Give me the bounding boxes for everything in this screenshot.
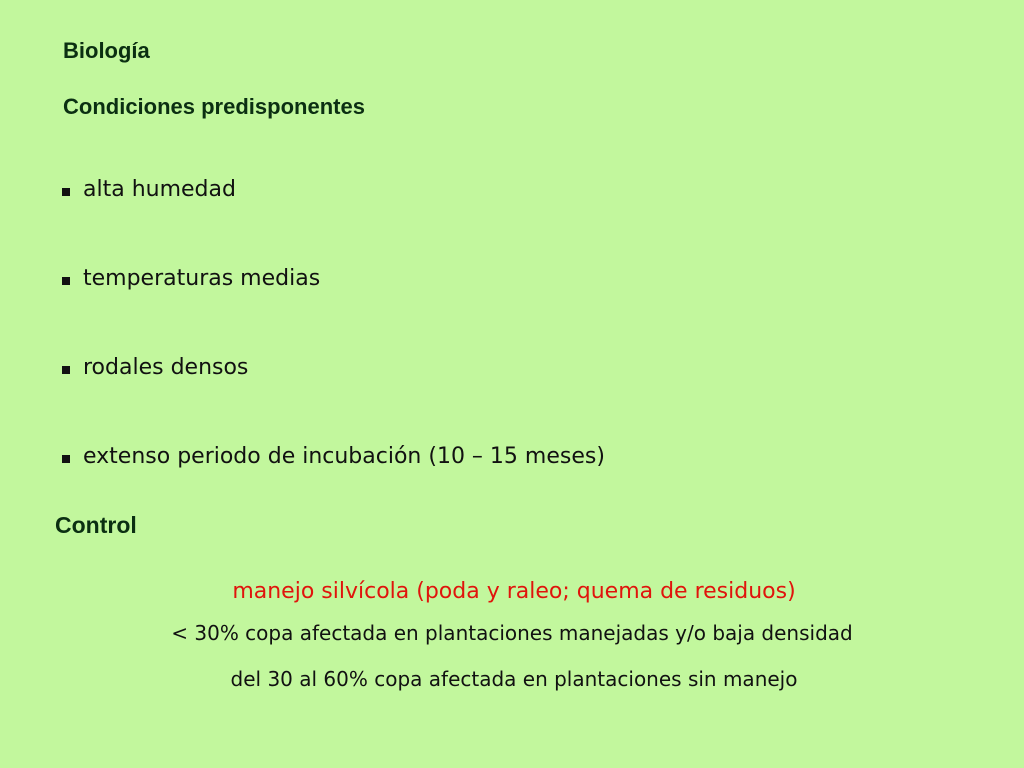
- square-bullet-icon: [62, 455, 70, 463]
- control-threshold-unmanaged: del 30 al 60% copa afectada en plantaciones sin manejo: [230, 667, 798, 691]
- square-bullet-icon: [62, 188, 70, 196]
- list-item-text: temperaturas medias: [83, 266, 321, 291]
- list-item: [62, 355, 605, 444]
- section-title-control: Control: [55, 512, 137, 538]
- section-subtitle-condiciones: Condiciones predisponentes: [63, 94, 365, 119]
- list-item-text: alta humedad: [83, 177, 236, 202]
- list-item-text: extenso periodo de incubación (10 – 15 meses): [83, 444, 605, 469]
- list-item: [62, 177, 605, 266]
- predisposing-conditions-list: [62, 177, 605, 533]
- square-bullet-icon: [62, 277, 70, 285]
- list-item: [62, 266, 605, 355]
- list-item: [62, 444, 605, 533]
- control-method-text: manejo silvícola (poda y raleo; quema de residuos): [232, 579, 796, 604]
- section-title-biologia: Biología: [63, 38, 150, 63]
- list-item-text: rodales densos: [83, 355, 249, 380]
- square-bullet-icon: [62, 366, 70, 374]
- control-threshold-managed: < 30% copa afectada en plantaciones manejadas y/o baja densidad: [171, 621, 853, 645]
